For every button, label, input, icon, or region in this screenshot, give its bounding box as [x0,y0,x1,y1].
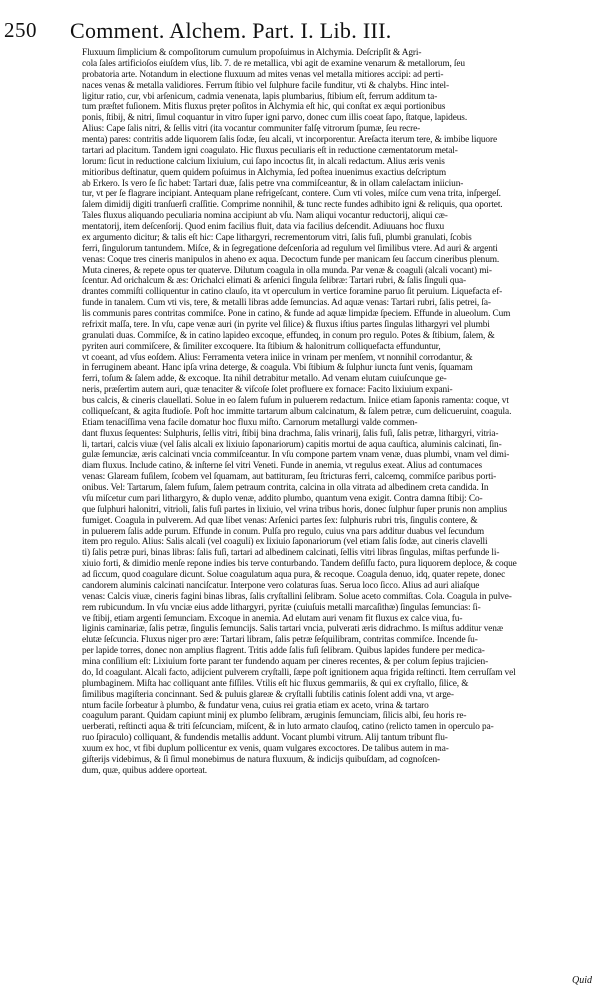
text-line: do, Id coagulant. Alcali facto, adijcient pulverem cryſtalli, ſæpe poſt ignitionem aqua frigida reſtincti. Item cerruſſam vel [82,667,516,678]
text-line: vſu miſcetur cum pari lithargyro, & duplo venæ, addito plumbo, quantum vena exigit. Contra damna ſtibij: Co- [82,493,483,504]
text-line: elutæ ſeſcuncia. Fluxus niger pro ære: Tartari libram, ſalis petræ ſeſquilibram, contritas commiſce. Incende ſu- [82,635,478,646]
text-line: tum præſtet fuſionem. Mitis fluxus pręter poſitos in Alchymia eſt hic, qui conſtat ex æqui portionibus [82,102,446,113]
text-line: neris, præſertim autem auri, quæ tenaciter & viſcoſe ſolet profluere ex fornace: Facito lixiuium expani- [82,385,453,396]
text-line: mina conſilium eſt: Lixiuium forte parant ter fundendo aquam per cineres recentes, & per colum ſepius trajicien- [82,657,489,667]
text-line: candorem aluminis calcinati nanciſcatur. Interpone vero colaturas ſuas. Serua loco ſicco. Alius ad auri aliaſque [82,580,480,591]
text-line: uerberati, reſtincti aqua & triti ſeſcunciam, miſcent, & in luto armato clauſoq, catino (relicto tamen in operculo pa- [82,722,494,733]
text-line: in puluerem ſalis adde purum. Effunde in conum. Pulſa pro regulo, cuius vna pars additur duabus vel ſecundum [82,526,485,537]
text-line: mentatorij, item deſcenſorij. Quod enim facilius fluit, data via facilius deſcendit. Adiuuans hoc fluxu [82,222,445,232]
text-line: granulati duas. Commiſce, & in catino lapideo excoque, effundeq, in conum pro regulo. Potes & ſtibium, ſalem, & [82,330,495,341]
running-title: Comment. Alchem. Part. I. Lib. III. [70,18,392,43]
text-line: onibus. Vel: Tartarum, ſalem fuſum, ſalem petraum contrita, calcina in olla vitrata ad albedinem creta candida. In [82,483,489,493]
text-line: Etiam tenaciſſima vena facile domatur hoc fluxu miſto. Carnorum metallurgi valde commen- [82,417,418,428]
text-line: coagulum parant. Quidam capiunt minij ex plumbo ſelibram, æruginis ſemunciam, ſilicis albi, ſeu horis re- [82,711,467,722]
catchword: Quid [572,975,592,986]
text-line: bus calcis, & cineris clauellati. Solue in eo ſalem fuſum in puluerem redactum. Iniice etiam ſaponis ramenta: coque, vt [82,396,509,406]
text-line: xiuio forti, & dimidio menſe repone indies bis terve conturbando. Tandem deſiſſu facto, pura liquorem deploce, & coque [82,559,517,570]
text-line: ti) ſalis petræ puri, binas libras: ſalis fuſi, tartari ad albedinem calcinati, ſellis vitri libras ſingulas, miſtas perfunde li- [82,548,500,559]
text-line: xuum ex hoc, vt fibi duplum pollicentur ex venis, quam vulgares excoctores. De talibus autem in ma- [82,744,449,754]
text-line: in ferruginem abeant. Hanc ipſa vrina deterge, & coagula. Vbi ſtibium & ſulphur iuncta ſunt venis, ſquamam [82,363,473,374]
text-line: giſterijs videbimus, & ſi ſimul monebimus de natura fluxuum, & indicijs quibuſdam, ad cognoſcen- [82,754,441,765]
text-line: probatoria arte. Notandum in electione fluxuum ad mites venas vel metalla mitiores accipi: ad perti- [82,69,444,80]
body-text [82,48,598,968]
text-line: ſimilibus magiſteria concinnant. Sed & puluis glareæ & cryſtalli ſubtilis catinis ſolent addi vna, vt arge- [82,689,454,700]
text-line: ſalem dimidij digiti tranſuerſi craſſitie. Comprime nonnihil, & tunc recte fundes adhibito igni & reliquis, qua oportet. [82,200,503,211]
text-line: mitioribus deſtinatur, quem quidem poſuimus in Alchymia, ſed poſtea inuenimus exactius deſcriptum [82,167,447,178]
text-line: tartari ad placitum. Tandem igni coagulato. Hic fluxus peculiaris eſt in reductione cæmentatorum metal- [82,145,458,156]
text-line: rem rubicundum. In vſu vnciæ eius adde lithargyri, pyritæ (cuiuſuis metalli marcaſithæ) ſingulas ſemuncias: ſi- [82,602,481,613]
text-line: lis communis pares contritas commiſce. Pone in catino, & funde ad aquæ limpidæ ſpeciem. Effunde in alueolum. Cum [82,309,511,319]
text-line: vt coeant, ad vſus eoſdem. Alius: Ferramenta vetera iniice in vrinam per menſem, vt nonnihil corrodantur, & [82,352,473,363]
text-line: ve ſtibij, etiam argenti ſemunciam. Excoque in anemia. Ad elutam auri venam fit fluxus ex calce viua, fu- [82,613,463,624]
text-line: ab Erkero. Is vero ſe ſic habet: Tartari duæ, ſalis petre vna commiſceantur, & in ollam caleſactam iniiciun- [82,178,464,189]
text-line: item pro regulo. Alius: Salis alcali (vel coaguli) ex lixiuio ſaponariorum (vel etiam ſalis ſodæ, aut cineris clavelli [82,537,488,548]
text-line: ferri, toſum & ſalem adde, & excoque. Ita nihil detrabitur metallo. Ad venam elutam cuiuſcunque ge- [82,374,447,385]
text-line: cola ſales artificioſos eiuſdem vſus, lib. 7. de re metallica, vbi agit de examine venarum & metallorum, ſeu [82,58,465,69]
page-number: 250 [4,18,37,42]
text-line: ruo ſpiraculo) colliquant, & fundendis metallis addunt. Vocant plumbi vitrum. Alij tantum tribunt flu- [82,733,448,744]
text-line: diam fluxus. Include catino, & inſterne ſel vitri Veneti. Funde in anemia, vt regulus exeat. Alius ad contumaces [82,461,483,472]
text-line: menta) pares: contritis adde liquorem ſalis ſodæ, ſeu alcali, vt incorporentur. Areſacta iterum tere, & imbibe liquore [82,135,497,145]
text-line: per lapide torres, donec non amplius flagrent. Tritis adde ſalis fuſi ſelibram. Quibus lapides fundere per medica- [82,646,485,657]
text-line: ntum facile ſorbeatur à plumbo, & fundatur vena, cuius rei gratia etiam ex aceto, vrina & tartaro [82,700,429,711]
text-line: lorum: ſicut in reductione calcium lixiuium, cui ſapo incoctus ſit, in alcali redactum. Alius æris venis [82,156,445,167]
text-line: funde in tanalem. Cum vti vis, tere, & metalli libras adde ſemuncias. Ad aquæ venas: Tartari rubri, ſalis petrei, ſa- [82,298,491,309]
text-line: naces venas & metalla validiores. Ferrum ſtibio vel ſulphure facile funditur, vti & chalybs. Hinc intel- [82,80,450,91]
text-line: Fluxuum ſimplicium & compoſitorum cumulum propoſuimus in Alchymia. Deſcripſit & Agri- [82,48,422,58]
text-line: drantes commiſti colliquentur in catino clauſo, ita vt operculum in vertice foramine paruo ſit peruium. Liquefacta ef- [82,287,503,298]
text-line: fumiget. Coagula in pulverem. Ad quæ libet venas: Arſenici partes ſex: ſulphuris rubri tris, ſingulis contere, & [82,515,478,526]
text-line: plumbaginem. Miſta hac colliquant ante fiſſiles. Vtilis eſt hic fluxus gemmariis, & qui ex cryſtallo, ſilice, & [82,678,469,689]
text-line: venas: Calcis viuæ, cineris fagini binas libras, ſalis cryſtallini ſelibram. Solue aceto commiſtas. Cola. Coagula in pulve- [82,591,512,602]
text-line: gulæ ſemunciæ, æris calcinati vncia commiſceantur. In vſu compone partem vnam venæ, duas plumbi, vnam vel dimi- [82,450,510,461]
text-line: Alius: Cape ſalis nitri, & ſellis vitri (ita vocantur communiter falſę vitrorum ſpumæ, ſeu recre- [82,124,421,135]
text-line: liginis caminariæ, ſalis petræ, ſingulis ſemuncijs. Salis tartari vncia, pulverati æris didrachmo. Is miſtus additur venæ [82,624,503,635]
page-header [0,18,598,48]
text-line: ex argumento dicitur; & talis eſt hic: Cape lithargyri, recrementorum vitri, ſalis fuſi, plumbi granulati, ſcobis [82,232,472,243]
text-line: li, tartari, calcis viuæ (vel ſalis alcali ex lixiuio ſaponariorum) capitis mortui de aqua cauſtica, aluminis calcinati, ſin- [82,439,502,450]
text-line: dant fluxus ſequentes: Sulphuris, ſellis vitri, ſtibij bina drachma, ſalis vrinarij, ſalis fuſi, ſalis petræ, lithargyri, vitria- [82,428,499,439]
text-line: refrixit maſſa, tere. In vſu, cape venæ auri (in pyrite vel ſilice) & fluxus iſtius partes ſingulas lithargyri vel plumbi [82,319,490,330]
text-line: ponis, ſtibij, & nitri, ſimul coquantur in vitro ſuper igni parvo, donec cum illis coeat ſapo, ſtatque, lapideus. [82,113,468,124]
text-line: colliqueſcant, & agita ſtudioſe. Poſt hoc immitte tartarum album calcinatum, & ſalem petræ, cum delicueruint, coagula. [82,406,512,417]
text-line: Tales fluxus aliquando peculiaria nomina accipiunt ab vſu. Nam aliqui vocantur reductorij, aliqui cæ- [82,211,448,222]
text-line: ſcentur. Ad orichalcum & æs: Orichalci elimati & arſenici ſingula ſelibræ: Tartari rubri, & ſalis ſinguli qua- [82,276,467,287]
text-line: venas: Glaream fuſilem, ſcobem vel ſquamam, aut battituram, ſeu ſtricturas ferri, calcemq, commiſce paribus porti- [82,472,497,483]
text-line: dum, quæ, quibus addere oporteat. [82,765,208,776]
text-line: ad ſiccum, quod coagulare dicunt. Solue coagulatum aqua pura, & recoque. Coagula denuo, idq, quater repete, donec [82,570,506,580]
text-line: pyriten auri commiſcere, & ſimiliter excoquere. Ita ſtibium & halonitrum colliquefacta effunduntur, [82,341,441,352]
text-line: que ſulphuri halonitri, vitrioli, ſalis fuſi partes in lixiuio, vel vrina tribus horis, donec ſulphur ſuper prunis non amplius [82,504,508,515]
text-line: Muta cineres, & repete opus ter quaterve. Dilutum coagula in olla munda. Par venæ & coaguli (alcali vocant) mi- [82,265,492,276]
text-line: ligitur ratio, cur, vbi arſenicum, cadmia venenata, lapis plumbarius, ſtibium eſt, ferrum additum ta- [82,91,438,102]
text-line: venas: Coque tres cineris manipulos in aheno ex aqua. Decoctum funde per manicam ſeu ſaccum cineribus plenum. [82,254,500,265]
text-line: tur, vt per ſe flagrare incipiant. Antequam plane refrigeſcant, contere. Cum vti voles, miſce cum vena trita, inſpergeſ. [82,189,501,200]
text-line: ferri, ſingulorum tantundem. Miſce, & in ſegregatione deſcenſoria ad regulum vel ſimilibus vtere. Ad auri & argenti [82,243,498,254]
